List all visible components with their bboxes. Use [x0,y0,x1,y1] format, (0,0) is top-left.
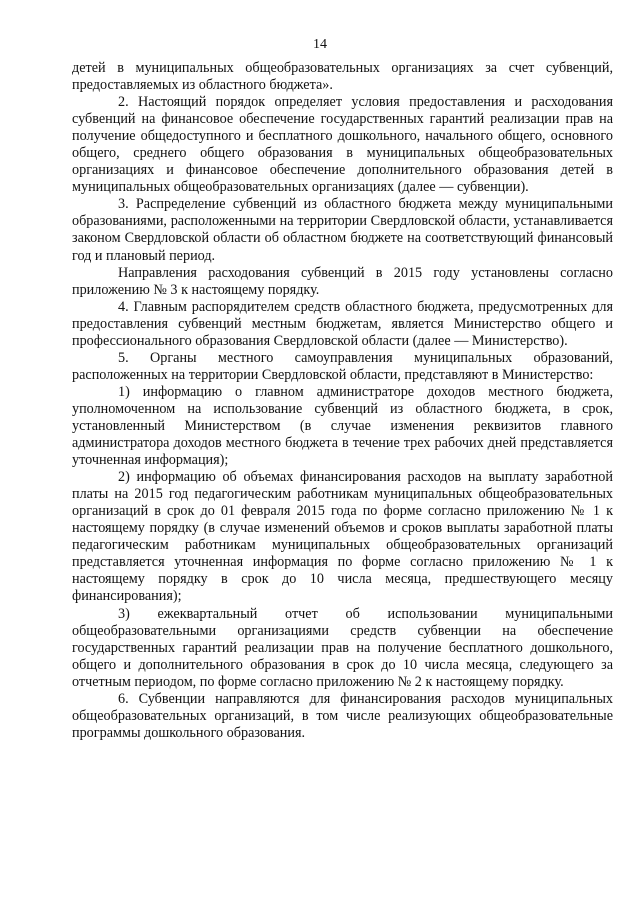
paragraph-item-4: 4. Главным распорядителем средств областного бюджета, предусмотренных для предоставления субвенций местным бюджетам, является Министерство общего и профессионального образования Свердловской области (далее — Министерство). [72,298,613,349]
paragraph-item-5: 5. Органы местного самоуправления муниципальных образований, расположенных на территории Свердловской области, представляют в Министерство: [72,349,613,383]
paragraph-subitem-3: 3) ежеквартальный отчет об использовании муниципальными общеобразовательными организациями средств субвенции на обеспечение государственных гарантий реализации прав на получение бесплатного дошкольного, общего и дополнительного образования в срок до 10 числа месяца, следующего за отчетным периодом, по форме согласно приложению № 2 к настоящему порядку. [72,605,613,690]
paragraph-directions: Направления расходования субвенций в 2015 году установлены согласно приложению № 3 к настоящему порядку. [72,264,613,298]
paragraph-subitem-1: 1) информацию о главном администраторе доходов местного бюджета, уполномоченном на использование субвенций из областного бюджета, в срок, установленный Министерством (в случае изменения реквизитов главного администратора доходов местного бюджета в течение трех рабочих дней представляется уточненная информация); [72,383,613,469]
paragraph-continuation: детей в муниципальных общеобразовательных организациях за счет субвенций, предоставляемых из областного бюджета». [72,60,613,94]
page-number: 14 [313,37,327,52]
document-body [72,60,613,742]
paragraph-subitem-2: 2) информацию об объемах финансирования расходов на выплату заработной платы на 2015 год педагогическим работникам муниципальных общеобразовательных организаций в срок до 01 февраля 2015 года по форме согласно приложению № 1 к настоящему порядку (в случае изменений объемов и сроков выплаты заработной платы педагогическим работникам муниципальных общеобразовательных организаций представляется уточненная информация по форме согласно приложению № 1 к настоящему порядку в срок до 10 числа месяца, предшествующего месяцу финансирования); [72,469,613,605]
paragraph-item-6: 6. Субвенции направляются для финансирования расходов муниципальных общеобразовательных организаций, в том числе реализующих общеобразовательные программы дошкольного образования. [72,690,613,741]
paragraph-item-2: 2. Настоящий порядок определяет условия предоставления и расходования субвенций на финансовое обеспечение государственных гарантий реализации прав на получение общедоступного и бесплатного дошкольного, начального общего, основного общего, среднего общего образования в муниципальных общеобразовательных организациях и финансовое обеспечение дополнительного образования детей в муниципальных общеобразовательных организациях (далее — субвенции). [72,94,613,196]
paragraph-item-3: 3. Распределение субвенций из областного бюджета между муниципальными образованиями, расположенными на территории Свердловской области, устанавливается законом Свердловской области об областном бюджете на соответствующий финансовый год и плановый период. [72,196,613,264]
